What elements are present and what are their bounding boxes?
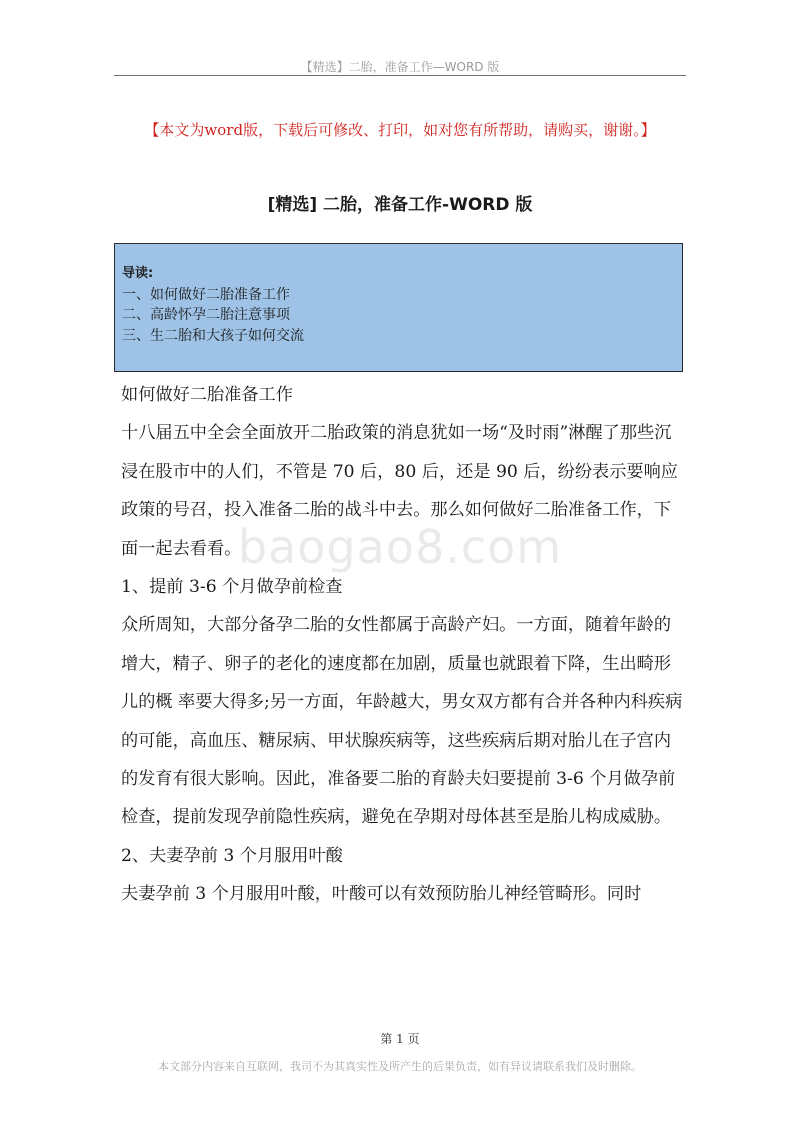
purchase-notice: 【本文为word版，下载后可修改、打印，如对您有所帮助，请购买，谢谢。】 (144, 121, 656, 139)
section-heading: 如何做好二胎准备工作 (121, 385, 293, 405)
page-number: 第 1 页 (380, 1032, 420, 1046)
guide-title: 导读: (122, 266, 154, 281)
section-heading: 1、提前 3-6 个月做孕前检查 (121, 577, 343, 598)
page-footer: 本文部分内容来自互联网，我司不为其真实性及所产生的后果负责，如有异议请联系我们及时删除。 (158, 1060, 642, 1073)
guide-item: 三、生二胎和大孩子如何交流 (122, 327, 304, 344)
document-title: [精选] 二胎，准备工作-WORD 版 (267, 195, 533, 215)
body-paragraph: 夫妻孕前 3 个月服用叶酸，叶酸可以有效预防胎儿神经管畸形。同时 (121, 884, 642, 905)
body-paragraph: 十八届五中全会全面放开二胎政策的消息犹如一场“及时雨”淋醒了那些沉浸在股市中的人们，不管是 70 后，80 后，还是 90 后，纷纷表示要响应政策的号召，投入准备二胎的战斗中去。那么如何做好二胎准备工作，下面一起去看看。 (121, 423, 678, 559)
page-header: 【精选】二胎，准备工作—WORD 版 (300, 60, 500, 74)
document-body (121, 376, 687, 914)
watermark: baogao8.com (237, 520, 563, 574)
guide-item: 一、如何做好二胎准备工作 (122, 286, 290, 303)
header-divider (114, 75, 686, 76)
guide-item: 二、高龄怀孕二胎注意事项 (122, 307, 290, 323)
body-paragraph: 众所周知，大部分备孕二胎的女性都属于高龄产妇。一方面，随着年龄的增大，精子、卵子的老化的速度都在加剧，质量也就跟着下降，生出畸形儿的概 率要大得多;另一方面，年龄越大，男女双方都有合并各种内科疾病的可能，高血压、糖尿病、甲状腺疾病等，这些疾病后期对胎儿在子宫内的发育有很大影响。因此，准备要二胎的育龄夫妇要提前 3-6 个月做孕前检查，提前发现孕前隐性疾病，避免在孕期对母体甚至是胎儿构成威胁。 (121, 615, 683, 828)
section-heading: 2、夫妻孕前 3 个月服用叶酸 (121, 845, 343, 866)
guide-box (114, 243, 683, 372)
